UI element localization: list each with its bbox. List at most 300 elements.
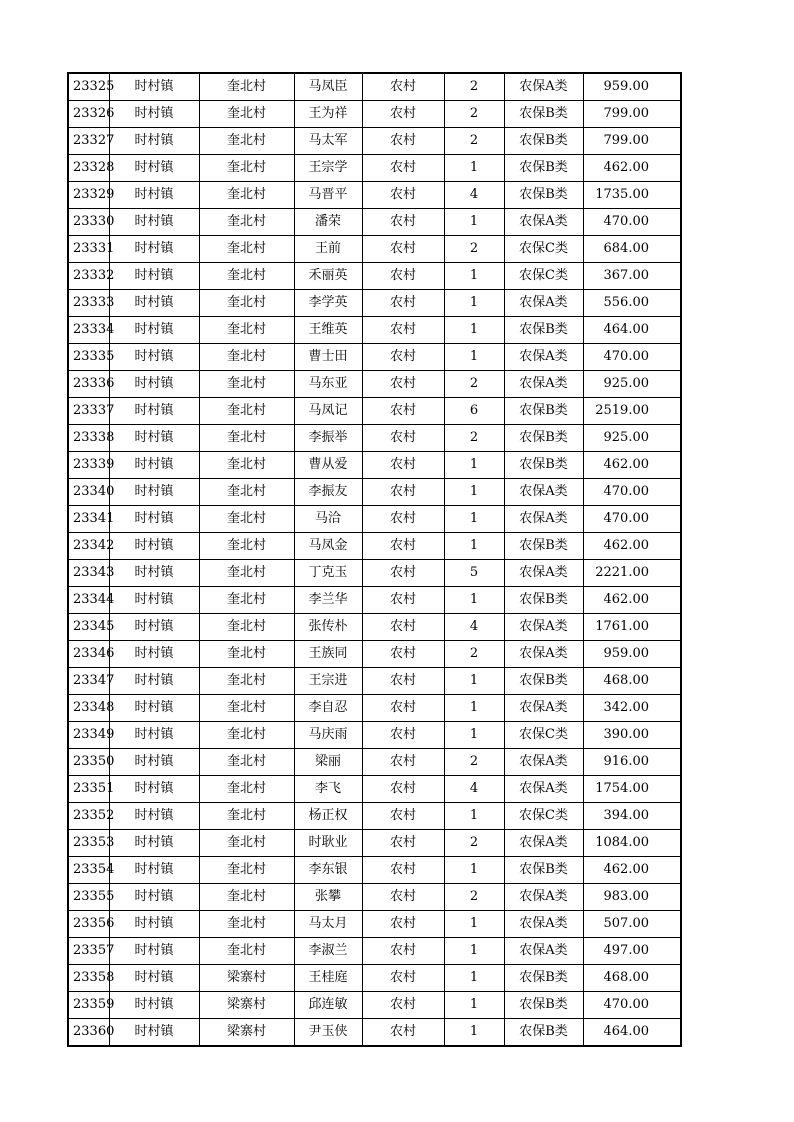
town-cell: 时村镇 xyxy=(109,128,199,155)
insurance-class-cell: 农保B类 xyxy=(504,857,583,884)
record-id-cell: 23356 xyxy=(68,911,109,938)
amount-cell: 470.00 xyxy=(583,992,681,1019)
table-row xyxy=(68,317,681,344)
town-cell: 时村镇 xyxy=(109,344,199,371)
town-cell: 时村镇 xyxy=(109,803,199,830)
amount-cell: 462.00 xyxy=(583,587,681,614)
record-id-cell: 23330 xyxy=(68,209,109,236)
town-cell: 时村镇 xyxy=(109,668,199,695)
name-cell: 马凤记 xyxy=(294,398,362,425)
insurance-class-cell: 农保C类 xyxy=(504,236,583,263)
insurance-class-cell: 农保A类 xyxy=(504,830,583,857)
name-cell: 王为祥 xyxy=(294,101,362,128)
area-type-cell: 农村 xyxy=(362,452,444,479)
household-size-cell: 2 xyxy=(444,425,504,452)
record-id-cell: 23352 xyxy=(68,803,109,830)
insurance-class-cell: 农保B类 xyxy=(504,452,583,479)
area-type-cell: 农村 xyxy=(362,722,444,749)
name-cell: 李自忍 xyxy=(294,695,362,722)
table-row xyxy=(68,371,681,398)
record-id-cell: 23360 xyxy=(68,1019,109,1047)
name-cell: 曹从爱 xyxy=(294,452,362,479)
village-cell: 奎北村 xyxy=(199,533,294,560)
area-type-cell: 农村 xyxy=(362,263,444,290)
area-type-cell: 农村 xyxy=(362,155,444,182)
table-row xyxy=(68,749,681,776)
area-type-cell: 农村 xyxy=(362,533,444,560)
amount-cell: 1761.00 xyxy=(583,614,681,641)
amount-cell: 468.00 xyxy=(583,965,681,992)
amount-cell: 497.00 xyxy=(583,938,681,965)
name-cell: 李淑兰 xyxy=(294,938,362,965)
name-cell: 潘荣 xyxy=(294,209,362,236)
table-row xyxy=(68,452,681,479)
village-cell: 奎北村 xyxy=(199,479,294,506)
household-size-cell: 1 xyxy=(444,722,504,749)
household-size-cell: 1 xyxy=(444,533,504,560)
town-cell: 时村镇 xyxy=(109,506,199,533)
town-cell: 时村镇 xyxy=(109,965,199,992)
town-cell: 时村镇 xyxy=(109,371,199,398)
amount-cell: 464.00 xyxy=(583,1019,681,1047)
household-size-cell: 2 xyxy=(444,371,504,398)
household-size-cell: 1 xyxy=(444,857,504,884)
insurance-class-cell: 农保A类 xyxy=(504,506,583,533)
household-size-cell: 4 xyxy=(444,776,504,803)
amount-cell: 367.00 xyxy=(583,263,681,290)
household-size-cell: 6 xyxy=(444,398,504,425)
records-table xyxy=(67,72,682,1047)
household-size-cell: 1 xyxy=(444,209,504,236)
household-size-cell: 1 xyxy=(444,587,504,614)
insurance-class-cell: 农保A类 xyxy=(504,695,583,722)
record-id-cell: 23337 xyxy=(68,398,109,425)
area-type-cell: 农村 xyxy=(362,479,444,506)
name-cell: 张攀 xyxy=(294,884,362,911)
insurance-class-cell: 农保A类 xyxy=(504,884,583,911)
name-cell: 马东亚 xyxy=(294,371,362,398)
name-cell: 马凤金 xyxy=(294,533,362,560)
insurance-class-cell: 农保B类 xyxy=(504,992,583,1019)
table-row xyxy=(68,911,681,938)
record-id-cell: 23327 xyxy=(68,128,109,155)
table-row xyxy=(68,560,681,587)
name-cell: 曹士田 xyxy=(294,344,362,371)
name-cell: 王维英 xyxy=(294,317,362,344)
insurance-class-cell: 农保B类 xyxy=(504,101,583,128)
table-row xyxy=(68,344,681,371)
name-cell: 马太月 xyxy=(294,911,362,938)
village-cell: 奎北村 xyxy=(199,803,294,830)
area-type-cell: 农村 xyxy=(362,506,444,533)
town-cell: 时村镇 xyxy=(109,776,199,803)
household-size-cell: 5 xyxy=(444,560,504,587)
household-size-cell: 4 xyxy=(444,614,504,641)
insurance-class-cell: 农保B类 xyxy=(504,587,583,614)
area-type-cell: 农村 xyxy=(362,209,444,236)
table-row xyxy=(68,803,681,830)
area-type-cell: 农村 xyxy=(362,371,444,398)
household-size-cell: 2 xyxy=(444,749,504,776)
amount-cell: 556.00 xyxy=(583,290,681,317)
household-size-cell: 1 xyxy=(444,452,504,479)
table-row xyxy=(68,425,681,452)
village-cell: 奎北村 xyxy=(199,884,294,911)
name-cell: 李振友 xyxy=(294,479,362,506)
name-cell: 李振举 xyxy=(294,425,362,452)
town-cell: 时村镇 xyxy=(109,155,199,182)
household-size-cell: 4 xyxy=(444,182,504,209)
record-id-cell: 23328 xyxy=(68,155,109,182)
record-id-cell: 23338 xyxy=(68,425,109,452)
record-id-cell: 23353 xyxy=(68,830,109,857)
village-cell: 奎北村 xyxy=(199,290,294,317)
amount-cell: 462.00 xyxy=(583,452,681,479)
insurance-class-cell: 农保A类 xyxy=(504,749,583,776)
town-cell: 时村镇 xyxy=(109,263,199,290)
name-cell: 邱连敏 xyxy=(294,992,362,1019)
village-cell: 奎北村 xyxy=(199,857,294,884)
village-cell: 奎北村 xyxy=(199,668,294,695)
area-type-cell: 农村 xyxy=(362,128,444,155)
insurance-class-cell: 农保A类 xyxy=(504,344,583,371)
amount-cell: 470.00 xyxy=(583,344,681,371)
table-row xyxy=(68,101,681,128)
village-cell: 奎北村 xyxy=(199,938,294,965)
table-row xyxy=(68,209,681,236)
name-cell: 时耿业 xyxy=(294,830,362,857)
area-type-cell: 农村 xyxy=(362,182,444,209)
insurance-class-cell: 农保B类 xyxy=(504,425,583,452)
area-type-cell: 农村 xyxy=(362,776,444,803)
amount-cell: 959.00 xyxy=(583,73,681,101)
amount-cell: 1754.00 xyxy=(583,776,681,803)
town-cell: 时村镇 xyxy=(109,911,199,938)
amount-cell: 462.00 xyxy=(583,857,681,884)
area-type-cell: 农村 xyxy=(362,101,444,128)
record-id-cell: 23341 xyxy=(68,506,109,533)
name-cell: 马太军 xyxy=(294,128,362,155)
record-id-cell: 23331 xyxy=(68,236,109,263)
town-cell: 时村镇 xyxy=(109,749,199,776)
insurance-class-cell: 农保B类 xyxy=(504,1019,583,1047)
village-cell: 奎北村 xyxy=(199,641,294,668)
amount-cell: 684.00 xyxy=(583,236,681,263)
village-cell: 奎北村 xyxy=(199,695,294,722)
village-cell: 奎北村 xyxy=(199,317,294,344)
household-size-cell: 1 xyxy=(444,992,504,1019)
record-id-cell: 23355 xyxy=(68,884,109,911)
table-row xyxy=(68,695,681,722)
town-cell: 时村镇 xyxy=(109,587,199,614)
amount-cell: 390.00 xyxy=(583,722,681,749)
table-row xyxy=(68,830,681,857)
area-type-cell: 农村 xyxy=(362,992,444,1019)
insurance-class-cell: 农保A类 xyxy=(504,938,583,965)
name-cell: 李学英 xyxy=(294,290,362,317)
household-size-cell: 2 xyxy=(444,641,504,668)
insurance-class-cell: 农保A类 xyxy=(504,641,583,668)
table-row xyxy=(68,263,681,290)
table-row xyxy=(68,965,681,992)
area-type-cell: 农村 xyxy=(362,857,444,884)
area-type-cell: 农村 xyxy=(362,830,444,857)
table-row xyxy=(68,857,681,884)
village-cell: 奎北村 xyxy=(199,911,294,938)
amount-cell: 464.00 xyxy=(583,317,681,344)
record-id-cell: 23345 xyxy=(68,614,109,641)
name-cell: 马凤臣 xyxy=(294,73,362,101)
area-type-cell: 农村 xyxy=(362,965,444,992)
name-cell: 马洽 xyxy=(294,506,362,533)
insurance-class-cell: 农保C类 xyxy=(504,263,583,290)
household-size-cell: 1 xyxy=(444,1019,504,1047)
table-row xyxy=(68,614,681,641)
name-cell: 王桂庭 xyxy=(294,965,362,992)
household-size-cell: 1 xyxy=(444,479,504,506)
household-size-cell: 2 xyxy=(444,128,504,155)
table-row xyxy=(68,236,681,263)
record-id-cell: 23339 xyxy=(68,452,109,479)
household-size-cell: 1 xyxy=(444,344,504,371)
area-type-cell: 农村 xyxy=(362,236,444,263)
table-body xyxy=(68,73,681,1046)
name-cell: 马庆雨 xyxy=(294,722,362,749)
amount-cell: 959.00 xyxy=(583,641,681,668)
record-id-cell: 23336 xyxy=(68,371,109,398)
record-id-cell: 23325 xyxy=(68,73,109,101)
table-row xyxy=(68,533,681,560)
insurance-class-cell: 农保A类 xyxy=(504,290,583,317)
amount-cell: 470.00 xyxy=(583,506,681,533)
record-id-cell: 23329 xyxy=(68,182,109,209)
record-id-cell: 23357 xyxy=(68,938,109,965)
village-cell: 奎北村 xyxy=(199,776,294,803)
name-cell: 李飞 xyxy=(294,776,362,803)
amount-cell: 470.00 xyxy=(583,479,681,506)
amount-cell: 394.00 xyxy=(583,803,681,830)
insurance-class-cell: 农保B类 xyxy=(504,182,583,209)
table-row xyxy=(68,479,681,506)
record-id-cell: 23333 xyxy=(68,290,109,317)
record-id-cell: 23349 xyxy=(68,722,109,749)
amount-cell: 507.00 xyxy=(583,911,681,938)
area-type-cell: 农村 xyxy=(362,668,444,695)
village-cell: 奎北村 xyxy=(199,614,294,641)
insurance-class-cell: 农保A类 xyxy=(504,371,583,398)
household-size-cell: 1 xyxy=(444,911,504,938)
area-type-cell: 农村 xyxy=(362,911,444,938)
amount-cell: 983.00 xyxy=(583,884,681,911)
town-cell: 时村镇 xyxy=(109,1019,199,1047)
area-type-cell: 农村 xyxy=(362,560,444,587)
name-cell: 王宗进 xyxy=(294,668,362,695)
village-cell: 梁寨村 xyxy=(199,965,294,992)
record-id-cell: 23340 xyxy=(68,479,109,506)
record-id-cell: 23359 xyxy=(68,992,109,1019)
table-row xyxy=(68,641,681,668)
household-size-cell: 1 xyxy=(444,965,504,992)
amount-cell: 468.00 xyxy=(583,668,681,695)
town-cell: 时村镇 xyxy=(109,938,199,965)
town-cell: 时村镇 xyxy=(109,830,199,857)
insurance-class-cell: 农保A类 xyxy=(504,209,583,236)
name-cell: 马晋平 xyxy=(294,182,362,209)
household-size-cell: 2 xyxy=(444,73,504,101)
insurance-class-cell: 农保B类 xyxy=(504,668,583,695)
household-size-cell: 2 xyxy=(444,101,504,128)
village-cell: 奎北村 xyxy=(199,155,294,182)
amount-cell: 462.00 xyxy=(583,533,681,560)
table-row xyxy=(68,73,681,101)
name-cell: 王前 xyxy=(294,236,362,263)
table-row xyxy=(68,668,681,695)
village-cell: 梁寨村 xyxy=(199,1019,294,1047)
town-cell: 时村镇 xyxy=(109,209,199,236)
town-cell: 时村镇 xyxy=(109,614,199,641)
village-cell: 奎北村 xyxy=(199,73,294,101)
town-cell: 时村镇 xyxy=(109,857,199,884)
household-size-cell: 1 xyxy=(444,938,504,965)
town-cell: 时村镇 xyxy=(109,452,199,479)
table-row xyxy=(68,398,681,425)
name-cell: 李兰华 xyxy=(294,587,362,614)
area-type-cell: 农村 xyxy=(362,884,444,911)
insurance-class-cell: 农保B类 xyxy=(504,533,583,560)
area-type-cell: 农村 xyxy=(362,587,444,614)
table-row xyxy=(68,128,681,155)
village-cell: 奎北村 xyxy=(199,452,294,479)
village-cell: 奎北村 xyxy=(199,398,294,425)
town-cell: 时村镇 xyxy=(109,560,199,587)
town-cell: 时村镇 xyxy=(109,73,199,101)
name-cell: 梁丽 xyxy=(294,749,362,776)
village-cell: 奎北村 xyxy=(199,371,294,398)
name-cell: 王族同 xyxy=(294,641,362,668)
area-type-cell: 农村 xyxy=(362,695,444,722)
town-cell: 时村镇 xyxy=(109,641,199,668)
village-cell: 奎北村 xyxy=(199,128,294,155)
record-id-cell: 23343 xyxy=(68,560,109,587)
village-cell: 奎北村 xyxy=(199,560,294,587)
village-cell: 奎北村 xyxy=(199,830,294,857)
village-cell: 奎北村 xyxy=(199,587,294,614)
amount-cell: 916.00 xyxy=(583,749,681,776)
table-row xyxy=(68,182,681,209)
record-id-cell: 23350 xyxy=(68,749,109,776)
data-sheet xyxy=(67,72,682,1047)
area-type-cell: 农村 xyxy=(362,614,444,641)
town-cell: 时村镇 xyxy=(109,398,199,425)
town-cell: 时村镇 xyxy=(109,425,199,452)
amount-cell: 2519.00 xyxy=(583,398,681,425)
household-size-cell: 1 xyxy=(444,506,504,533)
area-type-cell: 农村 xyxy=(362,803,444,830)
household-size-cell: 2 xyxy=(444,884,504,911)
village-cell: 奎北村 xyxy=(199,506,294,533)
name-cell: 尹玉侠 xyxy=(294,1019,362,1047)
name-cell: 禾丽英 xyxy=(294,263,362,290)
record-id-cell: 23347 xyxy=(68,668,109,695)
table-row xyxy=(68,992,681,1019)
village-cell: 梁寨村 xyxy=(199,992,294,1019)
household-size-cell: 1 xyxy=(444,290,504,317)
town-cell: 时村镇 xyxy=(109,533,199,560)
record-id-cell: 23348 xyxy=(68,695,109,722)
village-cell: 奎北村 xyxy=(199,749,294,776)
insurance-class-cell: 农保A类 xyxy=(504,776,583,803)
name-cell: 王宗学 xyxy=(294,155,362,182)
area-type-cell: 农村 xyxy=(362,317,444,344)
area-type-cell: 农村 xyxy=(362,73,444,101)
amount-cell: 925.00 xyxy=(583,371,681,398)
village-cell: 奎北村 xyxy=(199,182,294,209)
table-row xyxy=(68,722,681,749)
insurance-class-cell: 农保A类 xyxy=(504,911,583,938)
amount-cell: 1084.00 xyxy=(583,830,681,857)
town-cell: 时村镇 xyxy=(109,236,199,263)
village-cell: 奎北村 xyxy=(199,209,294,236)
insurance-class-cell: 农保C类 xyxy=(504,722,583,749)
household-size-cell: 1 xyxy=(444,155,504,182)
insurance-class-cell: 农保B类 xyxy=(504,155,583,182)
household-size-cell: 1 xyxy=(444,695,504,722)
record-id-cell: 23351 xyxy=(68,776,109,803)
table-row xyxy=(68,884,681,911)
insurance-class-cell: 农保B类 xyxy=(504,965,583,992)
town-cell: 时村镇 xyxy=(109,290,199,317)
insurance-class-cell: 农保A类 xyxy=(504,560,583,587)
record-id-cell: 23334 xyxy=(68,317,109,344)
record-id-cell: 23358 xyxy=(68,965,109,992)
household-size-cell: 1 xyxy=(444,668,504,695)
town-cell: 时村镇 xyxy=(109,992,199,1019)
insurance-class-cell: 农保B类 xyxy=(504,128,583,155)
record-id-cell: 23332 xyxy=(68,263,109,290)
table-row xyxy=(68,290,681,317)
record-id-cell: 23335 xyxy=(68,344,109,371)
table-row xyxy=(68,1019,681,1047)
household-size-cell: 1 xyxy=(444,263,504,290)
amount-cell: 925.00 xyxy=(583,425,681,452)
town-cell: 时村镇 xyxy=(109,317,199,344)
household-size-cell: 2 xyxy=(444,236,504,263)
amount-cell: 342.00 xyxy=(583,695,681,722)
insurance-class-cell: 农保A类 xyxy=(504,614,583,641)
insurance-class-cell: 农保C类 xyxy=(504,803,583,830)
name-cell: 张传朴 xyxy=(294,614,362,641)
area-type-cell: 农村 xyxy=(362,1019,444,1047)
town-cell: 时村镇 xyxy=(109,722,199,749)
amount-cell: 470.00 xyxy=(583,209,681,236)
insurance-class-cell: 农保A类 xyxy=(504,479,583,506)
area-type-cell: 农村 xyxy=(362,398,444,425)
table-row xyxy=(68,155,681,182)
amount-cell: 1735.00 xyxy=(583,182,681,209)
record-id-cell: 23326 xyxy=(68,101,109,128)
town-cell: 时村镇 xyxy=(109,479,199,506)
area-type-cell: 农村 xyxy=(362,425,444,452)
town-cell: 时村镇 xyxy=(109,101,199,128)
village-cell: 奎北村 xyxy=(199,263,294,290)
table-row xyxy=(68,938,681,965)
amount-cell: 2221.00 xyxy=(583,560,681,587)
household-size-cell: 1 xyxy=(444,803,504,830)
table-row xyxy=(68,587,681,614)
record-id-cell: 23346 xyxy=(68,641,109,668)
village-cell: 奎北村 xyxy=(199,236,294,263)
village-cell: 奎北村 xyxy=(199,101,294,128)
